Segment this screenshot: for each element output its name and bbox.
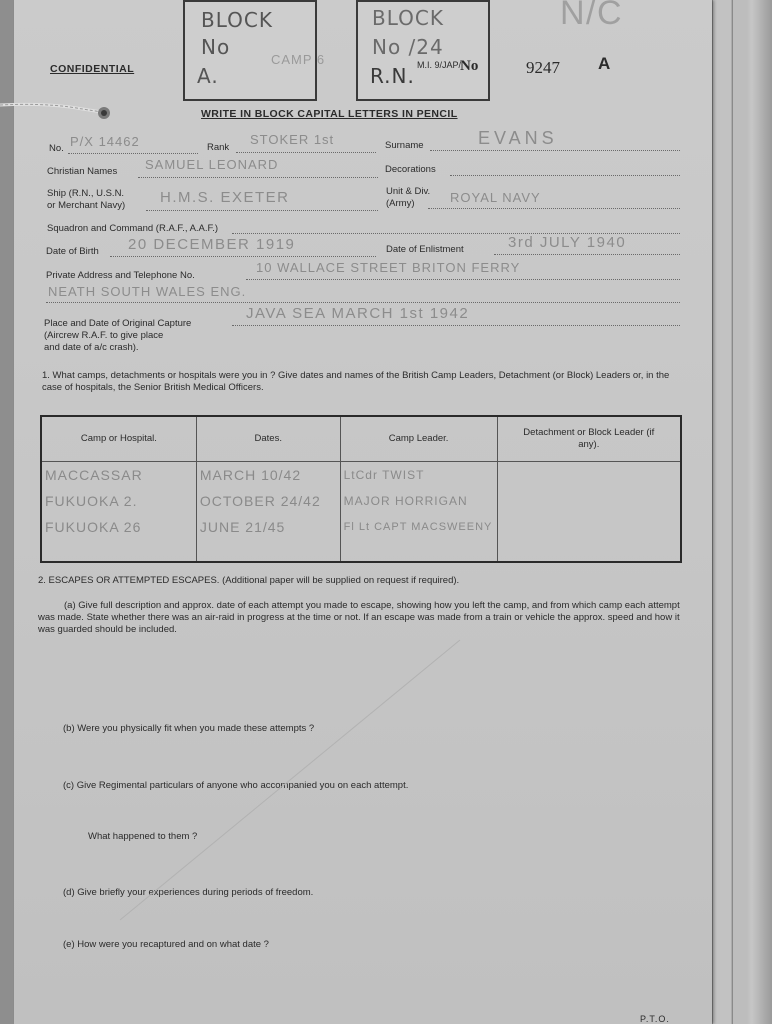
table-cell	[498, 462, 680, 488]
leader-cell	[340, 462, 497, 563]
surname-label: Surname	[385, 140, 424, 151]
question-2a: (a) Give full description and approx. date of each attempt you made to escape, showing how you left the camp, and from which camp each attempt was made. State whether there was an air-raid in progress at the time or not. If an escape was made from a train or vehicle the approx. speed and how it was guarded should be included.	[38, 600, 680, 635]
form-number: 9247	[526, 58, 560, 77]
table-cell: FUKUOKA 2.	[45, 493, 138, 509]
ship-label-1: Ship (R.N., U.S.N.	[47, 188, 125, 199]
page-edge	[712, 0, 731, 1024]
detachment-cell	[497, 462, 681, 563]
table-cell: MARCH 10/42	[199, 467, 302, 483]
christian-names-line	[138, 177, 378, 178]
stamp-b-line3: R.N.	[370, 64, 415, 88]
question-2b: (b) Were you physically fit when you made these attempts ?	[63, 723, 315, 734]
col-camp: Camp or Hospital.	[41, 416, 196, 462]
address-line-2	[46, 302, 680, 303]
dates-cell	[196, 462, 340, 563]
dob-value: 20 DECEMBER 1919	[128, 236, 296, 253]
stamp-b-line2: No /24	[372, 35, 444, 59]
stamp-a-line2: No	[201, 35, 231, 59]
camp-table-body	[41, 462, 681, 563]
ship-line	[146, 210, 378, 211]
capture-label-2: (Aircrew R.A.F. to give place	[44, 330, 164, 341]
capture-label-1: Place and Date of Original Capture	[44, 318, 192, 329]
christian-names-label: Christian Names	[47, 166, 118, 177]
address-value-2: NEATH SOUTH WALES ENG.	[48, 284, 247, 299]
col-dates: Dates.	[196, 416, 340, 462]
string-tie	[0, 95, 120, 125]
no-field-label: No.	[49, 143, 64, 154]
form-suffix: A	[598, 54, 611, 73]
stamp-b-line1: BLOCK	[372, 6, 444, 30]
fold-mark	[100, 620, 500, 940]
instruction: WRITE IN BLOCK CAPITAL LETTERS IN PENCIL	[201, 108, 458, 120]
surname-line	[430, 150, 680, 151]
enlistment-line	[494, 254, 680, 255]
capture-line	[232, 325, 680, 326]
enlistment-label: Date of Enlistment	[386, 244, 464, 255]
decorations-label: Decorations	[385, 164, 436, 175]
christian-names-value: SAMUEL LEONARD	[145, 157, 279, 172]
stamp-a-hand: CAMP 6	[271, 52, 326, 67]
block-stamp-b	[356, 0, 490, 101]
confidential-label: CONFIDENTIAL	[50, 63, 135, 75]
table-cell: MAJOR HORRIGAN	[343, 494, 468, 508]
squadron-label: Squadron and Command (R.A.F., A.A.F.)	[47, 223, 219, 234]
question-2d: (d) Give briefly your experiences during periods of freedom.	[63, 887, 314, 898]
col-detachment: Detachment or Block Leader (if any).	[497, 416, 681, 462]
unit-value: ROYAL NAVY	[450, 190, 541, 205]
question-2-title: 2. ESCAPES OR ATTEMPTED ESCAPES. (Additional paper will be supplied on request if required).	[38, 575, 460, 586]
address-line-1	[246, 279, 680, 280]
table-cell: JUNE 21/45	[199, 519, 286, 535]
ship-value: H.M.S. EXETER	[160, 189, 290, 206]
rank-value: STOKER 1st	[250, 132, 335, 147]
table-cell: MACCASSAR	[45, 467, 143, 483]
camp-cell	[41, 462, 196, 563]
question-1: 1. What camps, detachments or hospitals were you in ? Give dates and names of the British Camp Leaders, Detachment (or Block) Leaders or, in the case of hospitals, the Senior British Medical Officers.	[42, 370, 670, 393]
block-stamp-a	[183, 0, 326, 101]
pto-label: P.T.O.	[640, 1014, 670, 1024]
decorations-line	[450, 175, 680, 176]
stamp-a-line1: BLOCK	[201, 8, 273, 32]
capture-value: JAVA SEA MARCH 1st 1942	[246, 305, 470, 322]
table-cell: Fl Lt CAPT MACSWEENY	[343, 521, 493, 533]
surname-value: EVANS	[478, 128, 558, 148]
dob-label: Date of Birth	[46, 246, 99, 257]
camp-table-header	[41, 416, 681, 462]
rank-line	[236, 152, 376, 153]
corner-annotation: N/C	[560, 0, 624, 32]
enlistment-value: 3rd JULY 1940	[508, 234, 627, 251]
stamp-a-line3: A.	[197, 64, 219, 88]
table-cell	[498, 514, 680, 540]
col-leader: Camp Leader.	[340, 416, 497, 462]
camp-table	[40, 415, 682, 563]
question-2c-followup: What happened to them ?	[88, 831, 198, 842]
ship-label-2: or Merchant Navy)	[47, 200, 126, 211]
no-field-value: P/X 14462	[70, 134, 140, 149]
unit-label-1: Unit & Div.	[386, 186, 431, 197]
rank-label: Rank	[207, 142, 230, 153]
question-2c: (c) Give Regimental particulars of anyone who accompanied you on each attempt.	[63, 780, 409, 791]
page-edge	[732, 0, 747, 1024]
table-cell	[498, 488, 680, 514]
address-label: Private Address and Telephone No.	[46, 270, 195, 281]
table-cell: FUKUOKA 26	[45, 519, 142, 535]
unit-label-2: (Army)	[386, 198, 415, 209]
no-label: No	[460, 58, 479, 74]
unit-line	[428, 208, 680, 209]
no-field-line	[68, 153, 198, 154]
address-value-1: 10 WALLACE STREET BRITON FERRY	[256, 260, 521, 275]
capture-label-3: and date of a/c crash).	[44, 342, 139, 353]
table-cell: OCTOBER 24/42	[199, 493, 321, 509]
dob-line	[110, 256, 376, 257]
table-cell: LtCdr TWIST	[343, 468, 425, 482]
question-2e: (e) How were you recaptured and on what date ?	[63, 939, 269, 950]
mi9-ref: M.I. 9/JAP/	[417, 60, 462, 70]
